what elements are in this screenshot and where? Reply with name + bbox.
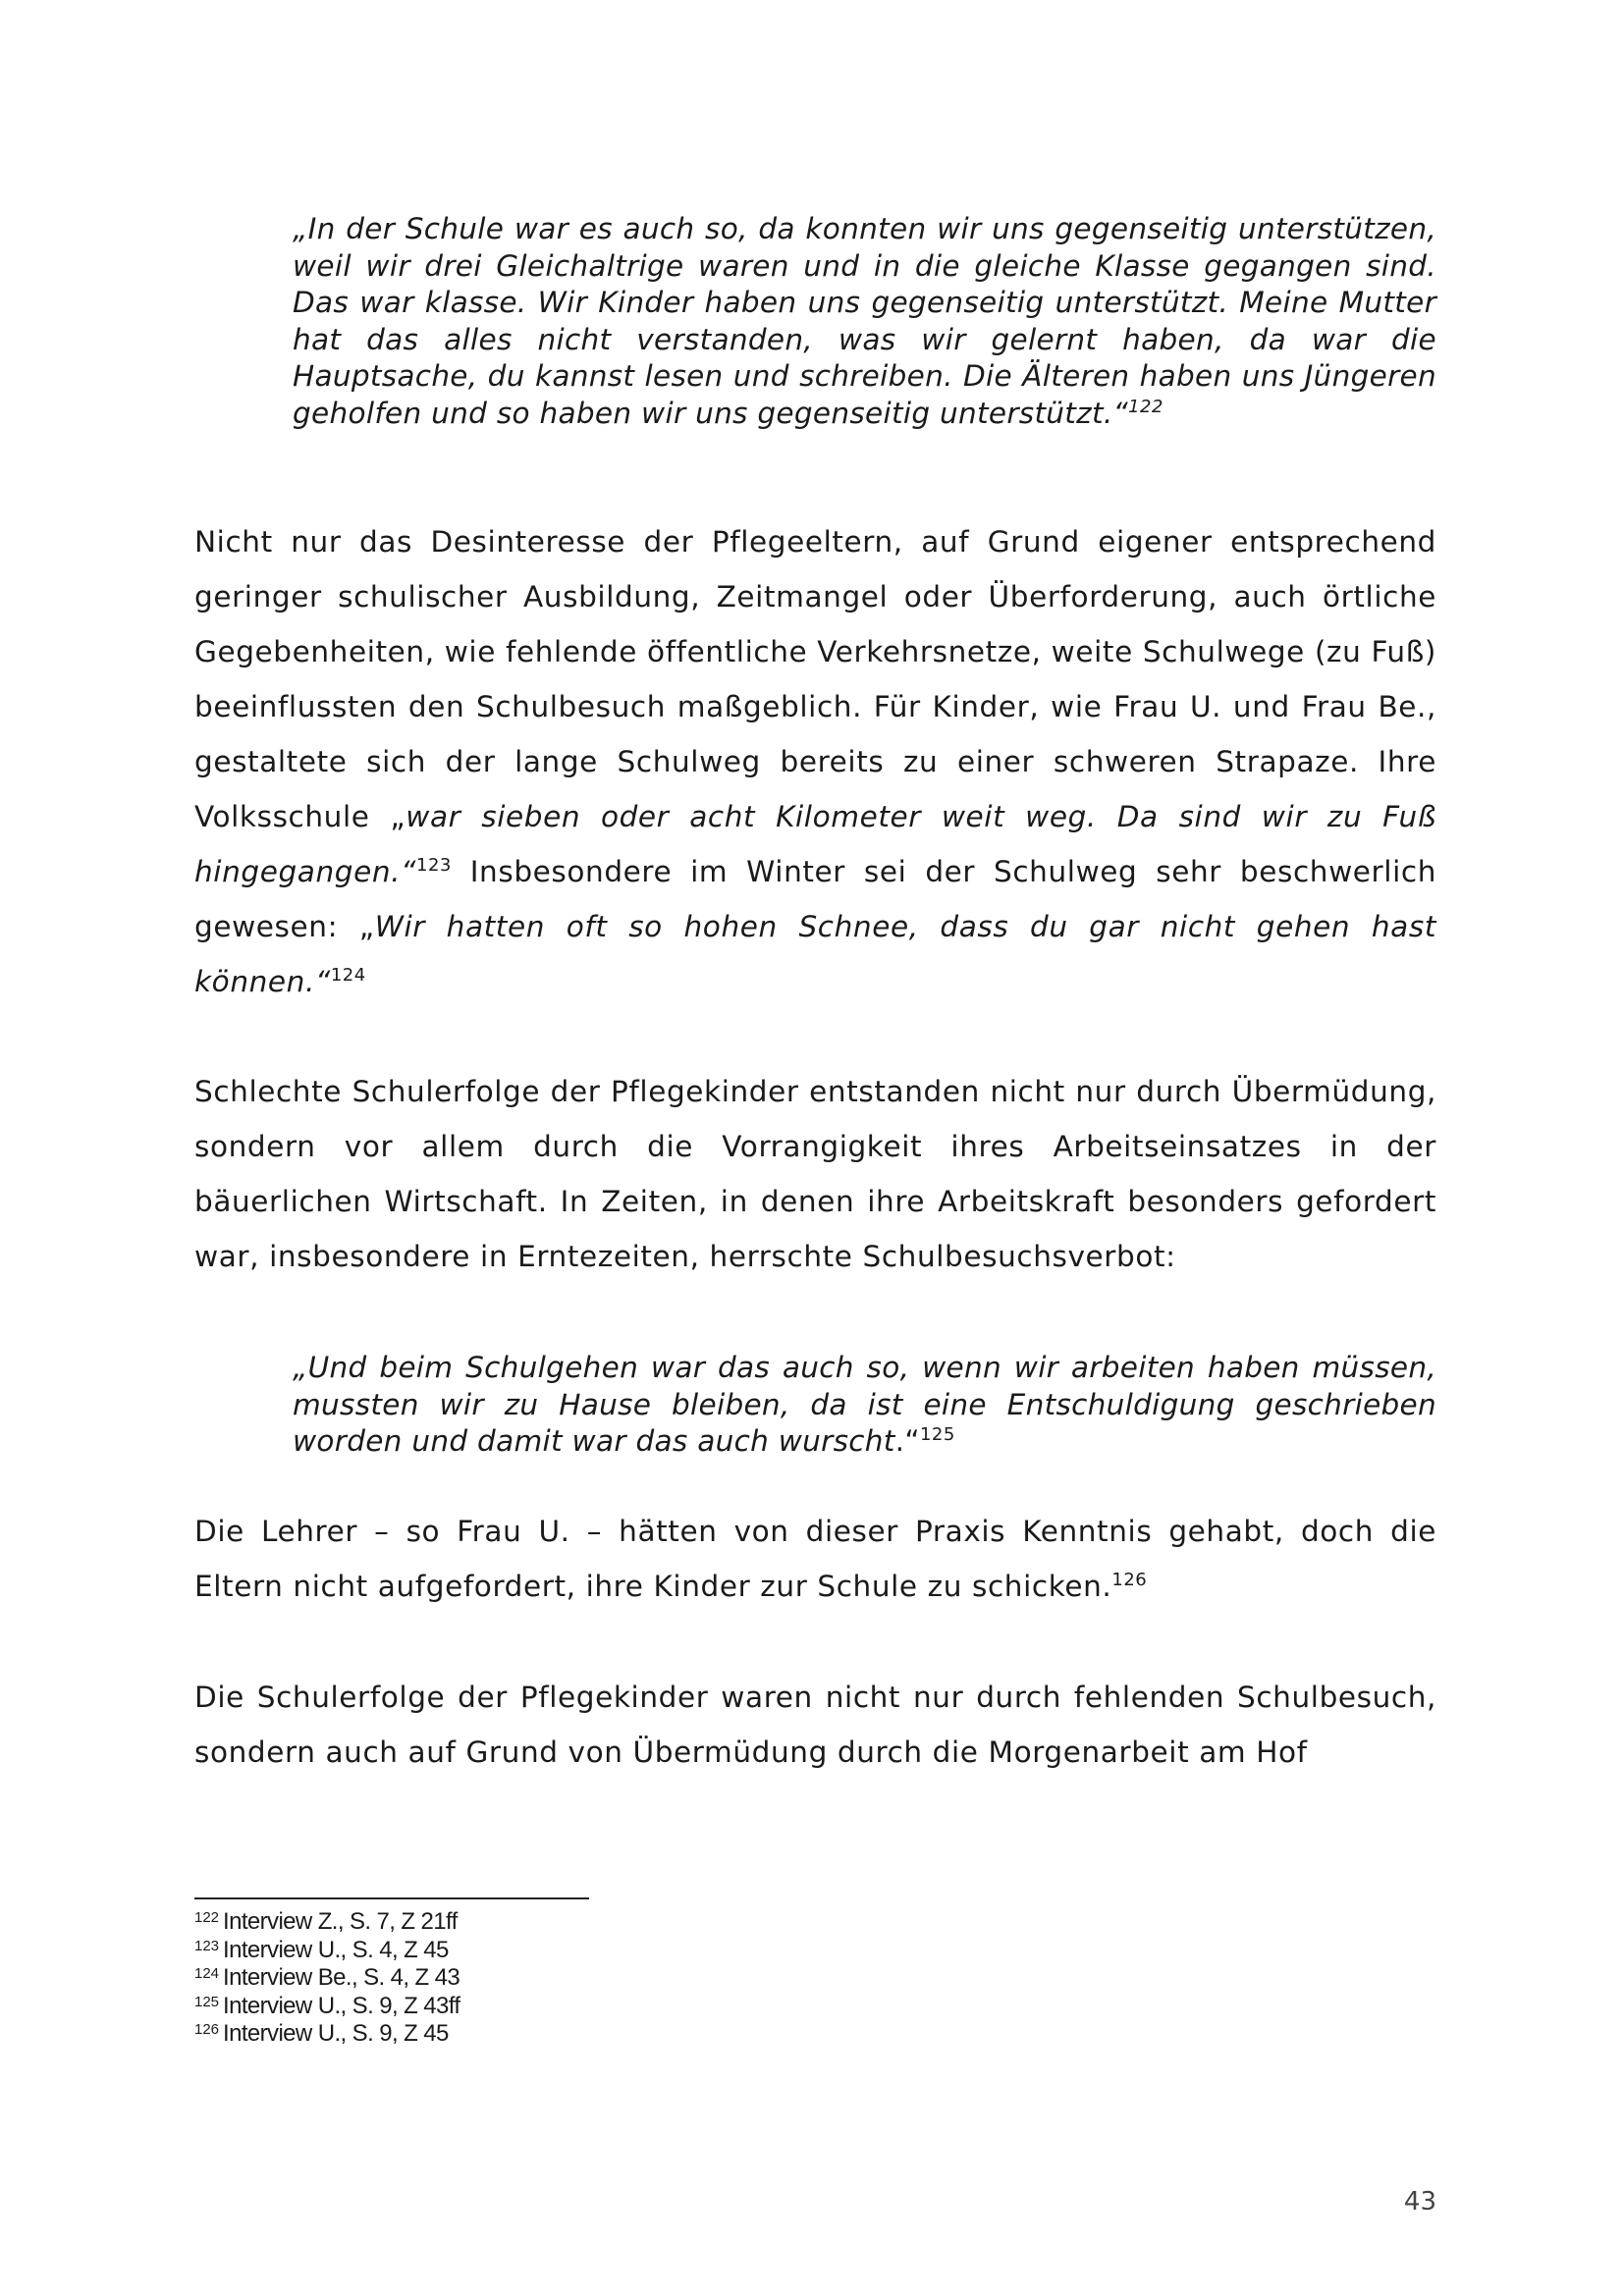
paragraph-4-text: Die Schulerfolge der Pflegekinder waren nicht nur durch fehlenden Schulbesuch, sondern auch auf Grund von Übermüdung durch die Morgenarbeit am Hof xyxy=(194,1681,1436,1769)
footnote-ref-123: 123 xyxy=(416,855,452,877)
footnote-125 xyxy=(194,1993,882,2021)
footnote-ref-125: 125 xyxy=(919,1424,955,1446)
footnote-ref-122: 122 xyxy=(1128,396,1163,417)
paragraph-2-text: Schlechte Schulerfolge der Pflegekinder entstanden nicht nur durch Übermüdung, sondern vor allem durch die Vorrangigkeit ihres Arbeitseinsatzes in der bäuerlichen Wirtschaft. In Zeiten, in denen ihre Arbeitskraft besonders gefordert war, insbesondere in Erntezeiten, herrschte Schulbesuchsverbot: xyxy=(194,1075,1436,1273)
paragraph-1-text-a: Nicht nur das Desinteresse der Pflegeeltern, auf Grund eigener entsprechend geringer schulischer Ausbildung, Zeitmangel oder Überforderung, auch örtliche Gegebenheiten, wie fehlende öffentliche Verkehrsnetze, weite Schulwege (zu Fuß) beeinflussten den Schulbesuch maßgeblich. Für Kinder, wie Frau U. und Frau Be., gestaltete sich der lange Schulweg bereits zu einer schweren Strapaze. Ihre Volksschule „ xyxy=(194,525,1436,833)
footnote-124 xyxy=(194,1964,882,1993)
footnote-text: Interview U., S. 9, Z 43ff xyxy=(223,1992,460,2019)
footnote-separator xyxy=(194,1897,589,1899)
footnote-126 xyxy=(194,2020,882,2049)
block-quote-1-text: „In der Schule war es auch so, da konnten wir uns gegenseitig unterstützen, weil wir drei Gleichaltrige waren und in die gleiche Klasse gegangen sind. Das war klasse. Wir Kinder haben uns gegenseitig unterstützt. Meine Mutter hat das alles nicht verstanden, was wir gelernt haben, da war die Hauptsache, du kannst lesen und schreiben. Die Älteren haben uns Jüngeren geholfen und so haben wir uns gegenseitig unterstützt.“ xyxy=(293,212,1436,430)
footnote-ref-124: 124 xyxy=(330,965,366,987)
footnote-number: 122 xyxy=(194,1909,220,1926)
footnote-text: Interview U., S. 4, Z 45 xyxy=(223,1936,449,1963)
block-quote-2 xyxy=(293,1350,1436,1461)
footnote-number: 126 xyxy=(194,2021,220,2038)
footnote-number: 123 xyxy=(194,1937,220,1954)
paragraph-2 xyxy=(194,1064,1436,1284)
paragraph-4 xyxy=(194,1670,1436,1780)
paragraph-3-text: Die Lehrer – so Frau U. – hätten von dieser Praxis Kenntnis gehabt, doch die Eltern nicht aufgefordert, ihre Kinder zur Schule zu schicken. xyxy=(194,1515,1436,1603)
paragraph-1-quote-a: war sieben oder acht Kilometer weit weg. Da sind wir zu Fuß hingegangen.“ xyxy=(194,800,1436,888)
page-number: 43 xyxy=(1403,2187,1436,2216)
footnotes xyxy=(194,1908,882,2049)
block-quote-2-text: „Und beim Schulgehen war das auch so, wenn wir arbeiten haben müssen, mussten wir zu Hause bleiben, da ist eine Entschuldigung geschrieben worden und damit war das auch wurscht xyxy=(293,1351,1436,1458)
footnote-text: Interview Be., S. 4, Z 43 xyxy=(223,1964,460,1991)
block-quote-1 xyxy=(293,211,1436,432)
footnote-number: 124 xyxy=(194,1965,220,1982)
footnote-122 xyxy=(194,1908,882,1937)
footnote-number: 125 xyxy=(194,1993,220,2010)
footnote-text: Interview Z., S. 7, Z 21ff xyxy=(223,1908,458,1935)
block-quote-2-tail: .“ xyxy=(894,1424,920,1458)
paragraph-3 xyxy=(194,1504,1436,1614)
footnote-123 xyxy=(194,1937,882,1965)
paragraph-1-text-b: Insbesondere im Winter sei der Schulweg sehr beschwerlich gewesen: „ xyxy=(194,855,1436,943)
footnote-text: Interview U., S. 9, Z 45 xyxy=(223,2020,449,2047)
paragraph-1 xyxy=(194,514,1436,1009)
paragraph-1-quote-b: Wir hatten oft so hohen Schnee, dass du gar nicht gehen hast können.“ xyxy=(194,910,1436,998)
footnote-ref-126: 126 xyxy=(1111,1570,1148,1591)
